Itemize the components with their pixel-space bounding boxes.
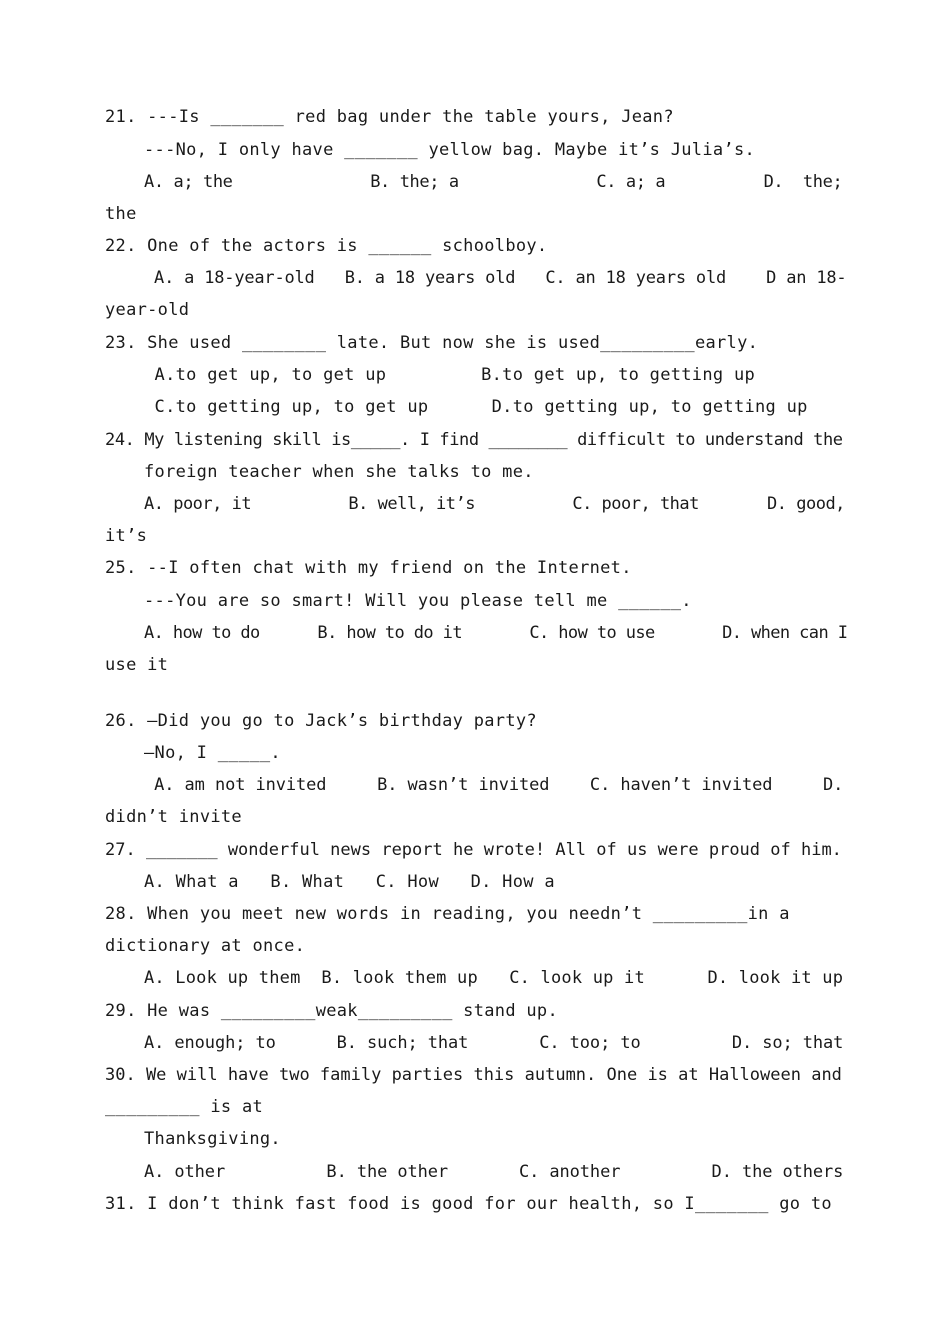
q26-stem: 26. —Did you go to Jack’s birthday party? bbox=[105, 711, 537, 731]
q31-stem: 31. I don’t think fast food is good for our health, so I_______ go to bbox=[105, 1194, 832, 1214]
q23-options-ab: A.to get up, to get up B.to get up, to getting up bbox=[144, 365, 756, 385]
q29-options: A. enough; to B. such; that C. too; to D. so; that bbox=[144, 1033, 844, 1053]
q23-options-cd: C.to getting up, to get up D.to getting up, to getting up bbox=[144, 397, 808, 417]
q30-options: A. other B. the other C. another D. the others bbox=[144, 1162, 844, 1182]
q23-stem: 23. She used ________ late. But now she is used_________early. bbox=[105, 333, 759, 353]
q26-reply: —No, I _____. bbox=[144, 743, 281, 763]
q27-stem: 27. _______ wonderful news report he wrote! All of us were proud of him. bbox=[105, 840, 842, 860]
q21-options: A. a; the B. the; a C. a; a D. the; bbox=[144, 172, 843, 192]
q25-options-wrap: use it bbox=[105, 655, 169, 675]
q30-stem: 30. We will have two family parties this autumn. One is at Halloween and bbox=[105, 1065, 842, 1085]
q24-stem: 24. My listening skill is_____. I find ________ difficult to understand the bbox=[105, 430, 843, 450]
q26-options-wrap: didn’t invite bbox=[105, 807, 242, 827]
q29-stem: 29. He was _________weak_________ stand up. bbox=[105, 1001, 558, 1021]
q21-stem: 21. ---Is _______ red bag under the table yours, Jean? bbox=[105, 107, 674, 127]
q24-options: A. poor, it B. well, it’s C. poor, that D. good, bbox=[144, 494, 845, 514]
q22-options-wrap: year-old bbox=[105, 300, 190, 320]
q25-options: A. how to do B. how to do it C. how to use D. when can I bbox=[144, 623, 848, 643]
q21-reply: ---No, I only have _______ yellow bag. Maybe it’s Julia’s. bbox=[144, 140, 756, 160]
q25-stem: 25. --I often chat with my friend on the Internet. bbox=[105, 558, 632, 578]
q30-stem-wrap: _________ is at bbox=[105, 1097, 264, 1117]
q22-stem: 22. One of the actors is ______ schoolboy. bbox=[105, 236, 548, 256]
q30-stem-wrap-2: Thanksgiving. bbox=[144, 1129, 281, 1149]
q27-options: A. What a B. What C. How D. How a bbox=[144, 872, 555, 892]
q21-options-wrap: the bbox=[105, 204, 137, 224]
q28-options: A. Look up them B. look them up C. look up it D. look it up bbox=[144, 968, 844, 988]
q28-stem: 28. When you meet new words in reading, you needn’t _________in a bbox=[105, 904, 790, 924]
q22-options: A. a 18-year-old B. a 18 years old C. an 18 years old D an 18- bbox=[144, 268, 847, 288]
q24-stem-wrap: foreign teacher when she talks to me. bbox=[144, 462, 534, 482]
q28-stem-wrap: dictionary at once. bbox=[105, 936, 306, 956]
q24-options-wrap: it’s bbox=[105, 526, 148, 546]
q25-reply: ---You are so smart! Will you please tell me ______. bbox=[144, 591, 692, 611]
q26-options: A. am not invited B. wasn’t invited C. haven’t invited D. bbox=[144, 775, 844, 795]
